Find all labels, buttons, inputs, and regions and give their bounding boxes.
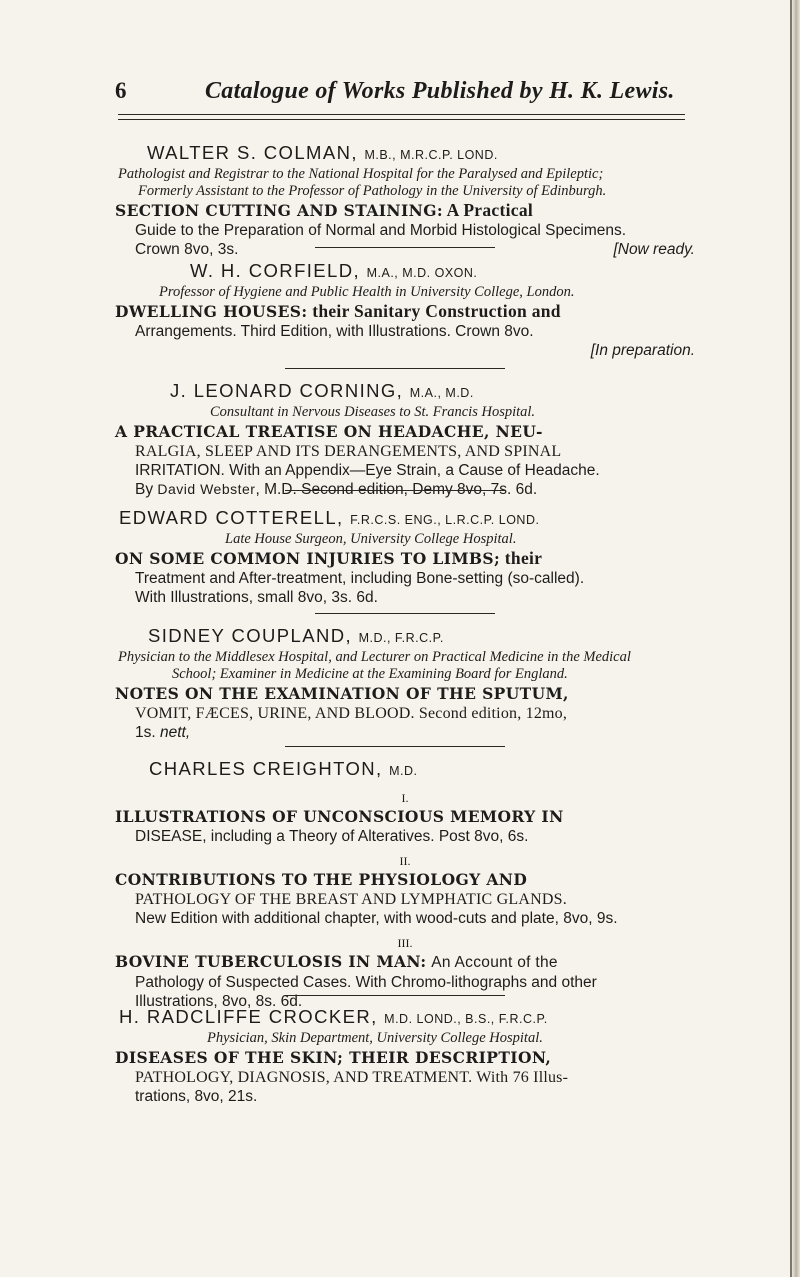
work-title-caps: ILLUSTRATIONS OF UNCONSCIOUS MEMORY IN (115, 807, 564, 826)
work-description: Arrangements. Third Edition, with Illustrations. Crown 8vo. (135, 323, 534, 340)
author-heading (190, 260, 695, 284)
author-position-2: Formerly Assistant to the Professor of Pathology in the University of Edinburgh. (138, 183, 607, 199)
author-heading (149, 758, 695, 782)
work-title-caps: A PRACTICAL TREATISE ON HEADACHE, NEU- (115, 422, 543, 441)
header-rule-thin (118, 119, 685, 120)
work-title-caps: NOTES ON THE EXAMINATION OF THE SPUTUM, (115, 684, 569, 703)
work-price-note: nett, (159, 724, 191, 741)
entry-corning (115, 380, 695, 499)
author-position: Physician, Skin Department, University College Hospital. (207, 1030, 543, 1046)
work-description: PATHOLOGY, DIAGNOSIS, AND TREATMENT. With 76 Illus- (135, 1069, 569, 1086)
author-degrees: M.A., M.D. (409, 386, 474, 400)
author-degrees: M.A., M.D. OXON. (366, 266, 478, 280)
author-heading (119, 507, 695, 531)
work-title-rest: their (504, 548, 543, 568)
entry-coupland (115, 625, 695, 742)
work-title-caps: DWELLING HOUSES: (115, 302, 308, 321)
author-heading (170, 380, 695, 404)
author-position: Pathologist and Registrar to the National Hospital for the Paralysed and Epileptic; (118, 166, 604, 182)
work-title (115, 200, 695, 221)
entry-cotterell (115, 507, 695, 607)
work-title (115, 421, 695, 442)
entry-corfield (115, 260, 695, 360)
work-title-caps: ON SOME COMMON INJURIES TO LIMBS; (115, 549, 501, 568)
work-description: Pathology of Suspected Cases. With Chromo-lithographs and other (135, 974, 597, 991)
author-heading (119, 1006, 695, 1030)
work-description: DISEASE, including a Theory of Alteratives. Post 8vo, 6s. (135, 828, 529, 845)
author-degrees: M.D. LOND., B.S., F.R.C.P. (384, 1012, 548, 1026)
author-name: WALTER S. COLMAN, (147, 142, 358, 163)
separator (285, 490, 505, 491)
work-edition-post: , M.D. Second edition, Demy 8vo, 7s. 6d. (255, 481, 538, 498)
separator (285, 746, 505, 747)
author-name: SIDNEY COUPLAND, (148, 625, 353, 646)
work-description: RALGIA, SLEEP AND ITS DERANGEMENTS, AND SPINAL (135, 443, 562, 460)
work-edition-pre: By (135, 481, 158, 498)
header-rule (118, 114, 685, 115)
work-edition: With Illustrations, small 8vo, 3s. 6d. (135, 589, 378, 606)
work-title (115, 548, 695, 569)
author-degrees: M.D., F.R.C.P. (358, 631, 444, 645)
author-position: Professor of Hygiene and Public Health in University College, London. (159, 284, 575, 300)
work-title-caps: BOVINE TUBERCULOSIS IN MAN: (115, 952, 427, 971)
work-title (115, 301, 695, 322)
work-edition: Illustrations, 8vo, 8s. 6d. (135, 993, 303, 1010)
work-edition: New Edition with additional chapter, with wood-cuts and plate, 8vo, 9s. (135, 910, 618, 927)
work-title (115, 683, 695, 704)
work-title (115, 1047, 695, 1068)
work-price: 1s. (135, 724, 160, 741)
author-name: EDWARD COTTERELL, (119, 507, 344, 528)
work-description: PATHOLOGY OF THE BREAST AND LYMPHATIC GLANDS. (135, 891, 567, 908)
work-description-2: IRRITATION. With an Appendix—Eye Strain, a Cause of Headache. (135, 462, 600, 479)
work-numeral: II. (399, 854, 411, 868)
separator (315, 247, 495, 248)
editor-name: David Webster (157, 481, 256, 497)
work-title-caps: SECTION CUTTING AND STAINING: (115, 201, 443, 220)
work-edition: trations, 8vo, 21s. (135, 1088, 258, 1105)
author-heading (148, 625, 695, 649)
author-degrees: M.B., M.R.C.P. LOND. (364, 148, 498, 162)
work-numeral: III. (397, 936, 413, 950)
page-number: 6 (115, 78, 127, 103)
author-name: H. RADCLIFFE CROCKER, (119, 1006, 378, 1027)
separator (285, 995, 505, 996)
work-edition (135, 240, 695, 259)
author-degrees: M.D. (389, 764, 418, 778)
author-name: W. H. CORFIELD, (190, 260, 361, 281)
author-degrees: F.R.C.S. ENG., L.R.C.P. LOND. (350, 513, 540, 527)
work-title (115, 869, 695, 890)
work-description: Treatment and After-treatment, including Bone-setting (so-called). (135, 570, 585, 587)
work-description: VOMIT, FÆCES, URINE, AND BLOOD. Second edition, 12mo, (135, 705, 568, 722)
author-position: Consultant in Nervous Diseases to St. Francis Hospital. (210, 404, 536, 420)
author-position: Physician to the Middlesex Hospital, and Lecturer on Practical Medicine in the Medical (118, 649, 631, 665)
separator (285, 368, 505, 369)
work-title-rest: their Sanitary Construction and (312, 301, 561, 321)
work-title-rest: A Practical (446, 200, 534, 220)
entry-colman (115, 142, 695, 259)
author-position: Late House Surgeon, University College Hospital. (225, 531, 517, 547)
work-title-caps: CONTRIBUTIONS TO THE PHYSIOLOGY AND (115, 870, 528, 889)
work-description: Guide to the Preparation of Normal and Morbid Histological Specimens. (135, 222, 627, 239)
work-edition (135, 723, 695, 742)
running-title: Catalogue of Works Published by H. K. Lewis. (205, 78, 675, 104)
work-status: [Now ready. (613, 241, 695, 258)
author-name: J. LEONARD CORNING, (170, 380, 404, 401)
work-edition-text: Crown 8vo, 3s. (135, 241, 239, 258)
author-name: CHARLES CREIGHTON, (149, 758, 383, 779)
page-edge-line (790, 0, 792, 1277)
entry-crocker (115, 1006, 695, 1106)
separator (315, 613, 495, 614)
work-numeral: I. (401, 791, 409, 805)
work-title (115, 806, 695, 827)
work-title (115, 951, 695, 973)
work-title-caps: DISEASES OF THE SKIN; THEIR DESCRIPTION, (115, 1048, 552, 1067)
entry-creighton (115, 758, 695, 1011)
work-title-rest: An Account of the (431, 954, 558, 971)
author-heading (147, 142, 695, 166)
work-status: [In preparation. (590, 342, 695, 359)
author-position-2: School; Examiner in Medicine at the Examining Board for England. (172, 666, 568, 682)
